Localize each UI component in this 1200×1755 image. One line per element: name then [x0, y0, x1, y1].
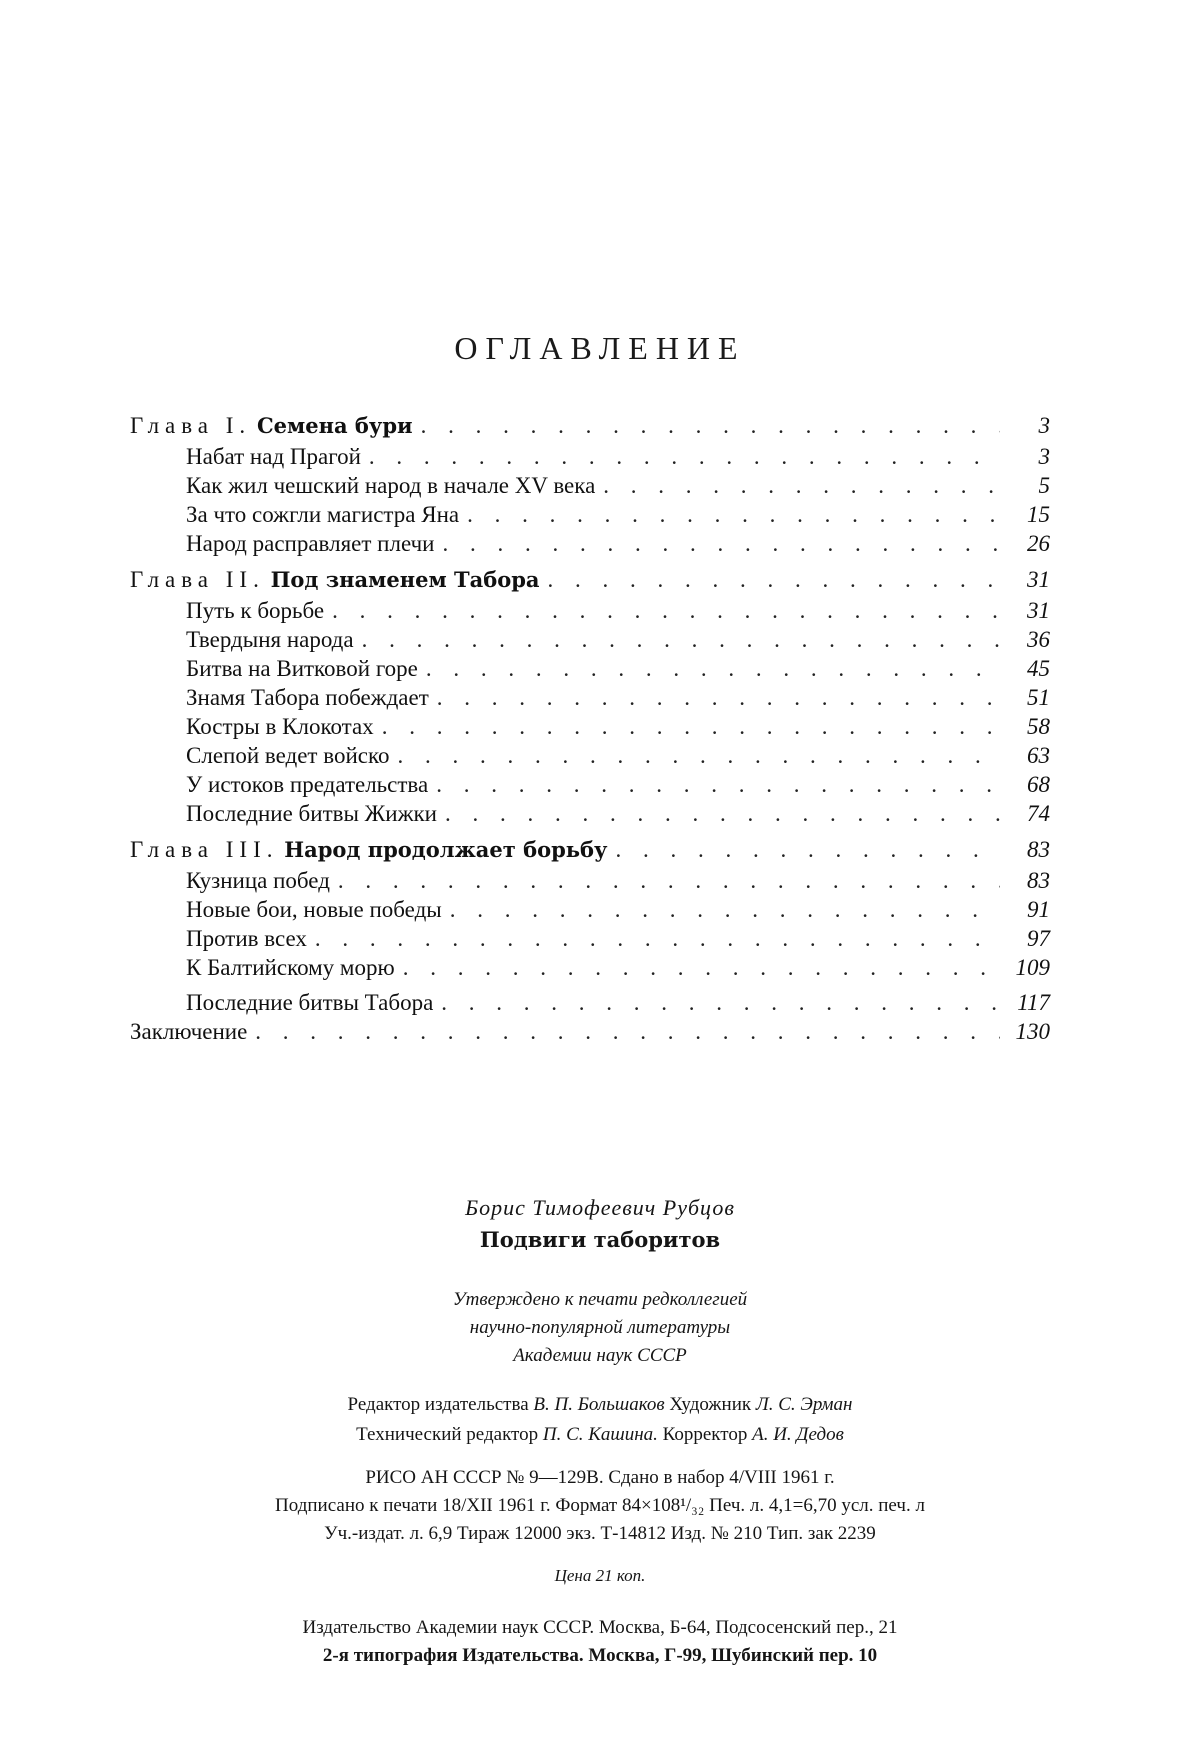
- toc-entry-row: [130, 712, 1050, 741]
- staff-credits: [0, 1390, 1200, 1450]
- toc-entry-label: Твердыня народа: [186, 627, 354, 652]
- toc-entry-row: [130, 1017, 1050, 1046]
- publisher-info: [0, 1614, 1200, 1670]
- tech-editor-name: П. С. Кашина.: [542, 1424, 658, 1445]
- page-number: 15: [1027, 502, 1050, 527]
- toc-entry-label: Слепой ведет войско: [186, 743, 390, 768]
- artist-label: Художник: [669, 1394, 752, 1415]
- toc-chapter-row: [130, 834, 1050, 866]
- page-number: 74: [1027, 801, 1050, 826]
- toc-entry-row: [130, 924, 1050, 953]
- toc-entry-row: [130, 442, 1050, 471]
- page-number: 3: [1038, 413, 1050, 438]
- chapter-title: Народ продолжает борьбу: [284, 837, 608, 862]
- page-number: 45: [1027, 656, 1050, 681]
- toc-entry-label: Знамя Табора побеждает: [186, 685, 429, 710]
- dot-leader: [324, 596, 1000, 625]
- dot-leader: [389, 741, 1000, 770]
- staff-line: [0, 1390, 1200, 1420]
- editor-name: В. П. Большаков: [533, 1394, 665, 1415]
- dot-leader: [361, 442, 1000, 471]
- dot-leader: [433, 988, 1000, 1017]
- book-title: Подвиги таборитов: [479, 1227, 721, 1252]
- page-number: 31: [1027, 567, 1050, 592]
- toc-entry-label: Кузница побед: [186, 868, 330, 893]
- tech-editor-label: Технический редактор: [356, 1424, 539, 1445]
- corrector-name: А. И. Дедов: [752, 1424, 844, 1445]
- toc-entry-label: Набат над Прагой: [186, 444, 361, 469]
- toc-entry-row: [130, 625, 1050, 654]
- toc-entry-row: [130, 596, 1050, 625]
- toc-entry-row: [130, 866, 1050, 895]
- page-number: 51: [1027, 685, 1050, 710]
- dot-leader: [595, 471, 1000, 500]
- dot-leader: [540, 564, 1000, 596]
- dot-leader: [395, 953, 1000, 982]
- editor-label: Редактор издательства: [347, 1394, 529, 1415]
- toc-entry-label: Как жил чешский народ в начале XV века: [186, 473, 596, 498]
- toc-entry-row: [130, 895, 1050, 924]
- page-number: 117: [1017, 990, 1050, 1015]
- dot-leader: [307, 924, 1000, 953]
- print-details: [0, 1464, 1200, 1548]
- toc-entry-row: [130, 799, 1050, 828]
- toc-entry-label: [130, 834, 607, 866]
- page-number: 83: [1027, 837, 1050, 862]
- page-number: 97: [1027, 926, 1050, 951]
- staff-line: [0, 1420, 1200, 1450]
- page-number: 68: [1027, 772, 1050, 797]
- approval-note: [0, 1286, 1200, 1370]
- print-line: Подписано к печати 18/XII 1961 г. Формат 84×108¹/₃₂ Печ. л. 4,1=6,70 усл. печ. л: [275, 1495, 925, 1516]
- approval-line: Академии наук СССР: [513, 1345, 687, 1366]
- toc-entry-row: [130, 953, 1050, 982]
- page-number: 83: [1027, 868, 1050, 893]
- toc-entry-label: [130, 410, 413, 442]
- toc-heading: ОГЛАВЛЕНИЕ: [454, 330, 746, 366]
- chapter-title: Семена бури: [256, 413, 413, 438]
- toc-chapter-row: [130, 410, 1050, 442]
- author-name: Борис Тимофеевич Рубцов: [465, 1195, 735, 1220]
- dot-leader: [354, 625, 1000, 654]
- toc-entry-row: [130, 500, 1050, 529]
- page-number: 63: [1027, 743, 1050, 768]
- toc-entry-label: Новые бои, новые победы: [186, 897, 442, 922]
- corrector-label: Корректор: [662, 1424, 748, 1445]
- toc-entry-row: [130, 770, 1050, 799]
- toc-entry-label: Заключение: [130, 1019, 248, 1044]
- toc-entry-label: У истоков предательства: [186, 772, 429, 797]
- toc-entry-label: Последние битвы Табора: [186, 990, 434, 1015]
- page-number: 31: [1027, 598, 1050, 623]
- page-number: 109: [1015, 955, 1050, 980]
- toc-entry-row: [130, 471, 1050, 500]
- dot-leader: [607, 834, 1000, 866]
- toc-entry-row: [130, 988, 1050, 1017]
- print-line: Уч.-издат. л. 6,9 Тираж 12000 экз. Т-14812 Изд. № 210 Тип. зак 2239: [324, 1523, 876, 1544]
- page-number: 26: [1027, 531, 1050, 556]
- page-number: 3: [1038, 444, 1050, 469]
- toc-entry-label: За что сожгли магистра Яна: [186, 502, 460, 527]
- toc-entry-label: [130, 564, 540, 596]
- page-number: 130: [1015, 1019, 1050, 1044]
- colophon: [0, 1195, 1200, 1670]
- chapter-number: Глава III.: [130, 837, 279, 862]
- toc-entry-row: [130, 654, 1050, 683]
- artist-name: Л. С. Эрман: [755, 1394, 853, 1415]
- toc-entry-label: Против всех: [186, 926, 307, 951]
- page-number: 58: [1027, 714, 1050, 739]
- dot-leader: [428, 770, 1000, 799]
- printer-line: 2-я типография Издательства. Москва, Г-99, Шубинский пер. 10: [322, 1645, 878, 1666]
- toc-entry-row: [130, 741, 1050, 770]
- dot-leader: [437, 799, 1000, 828]
- toc-entry-label: Битва на Витковой горе: [186, 656, 418, 681]
- publisher-line: Издательство Академии наук СССР. Москва, Б-64, Подсосенский пер., 21: [302, 1617, 898, 1638]
- chapter-title: Под знаменем Табора: [270, 567, 540, 592]
- table-of-contents: [130, 410, 1050, 1046]
- toc-entry-row: [130, 683, 1050, 712]
- chapter-number: Глава II.: [130, 567, 265, 592]
- page-number: 91: [1027, 897, 1050, 922]
- dot-leader: [374, 712, 1000, 741]
- toc-chapter-row: [130, 564, 1050, 596]
- dot-leader: [330, 866, 1000, 895]
- toc-entry-label: Костры в Клокотах: [186, 714, 374, 739]
- dot-leader: [429, 683, 1000, 712]
- page-number: 5: [1038, 473, 1050, 498]
- dot-leader: [434, 529, 1000, 558]
- dot-leader: [459, 500, 1000, 529]
- dot-leader: [442, 895, 1000, 924]
- dot-leader: [247, 1017, 1000, 1046]
- toc-entry-row: [130, 529, 1050, 558]
- toc-entry-label: К Балтийскому морю: [186, 955, 395, 980]
- toc-entry-label: Путь к борьбе: [186, 598, 325, 623]
- price: Цена 21 коп.: [554, 1566, 646, 1585]
- page-number: 36: [1027, 627, 1050, 652]
- chapter-number: Глава I.: [130, 413, 252, 438]
- dot-leader: [418, 654, 1000, 683]
- approval-line: Утверждено к печати редколлегией: [452, 1289, 748, 1310]
- approval-line: научно-популярной литературы: [469, 1317, 731, 1338]
- toc-entry-label: Народ расправляет плечи: [186, 531, 435, 556]
- toc-entry-label: Последние битвы Жижки: [186, 801, 437, 826]
- print-line: РИСО АН СССР № 9—129В. Сдано в набор 4/VIII 1961 г.: [365, 1467, 835, 1488]
- dot-leader: [413, 410, 1000, 442]
